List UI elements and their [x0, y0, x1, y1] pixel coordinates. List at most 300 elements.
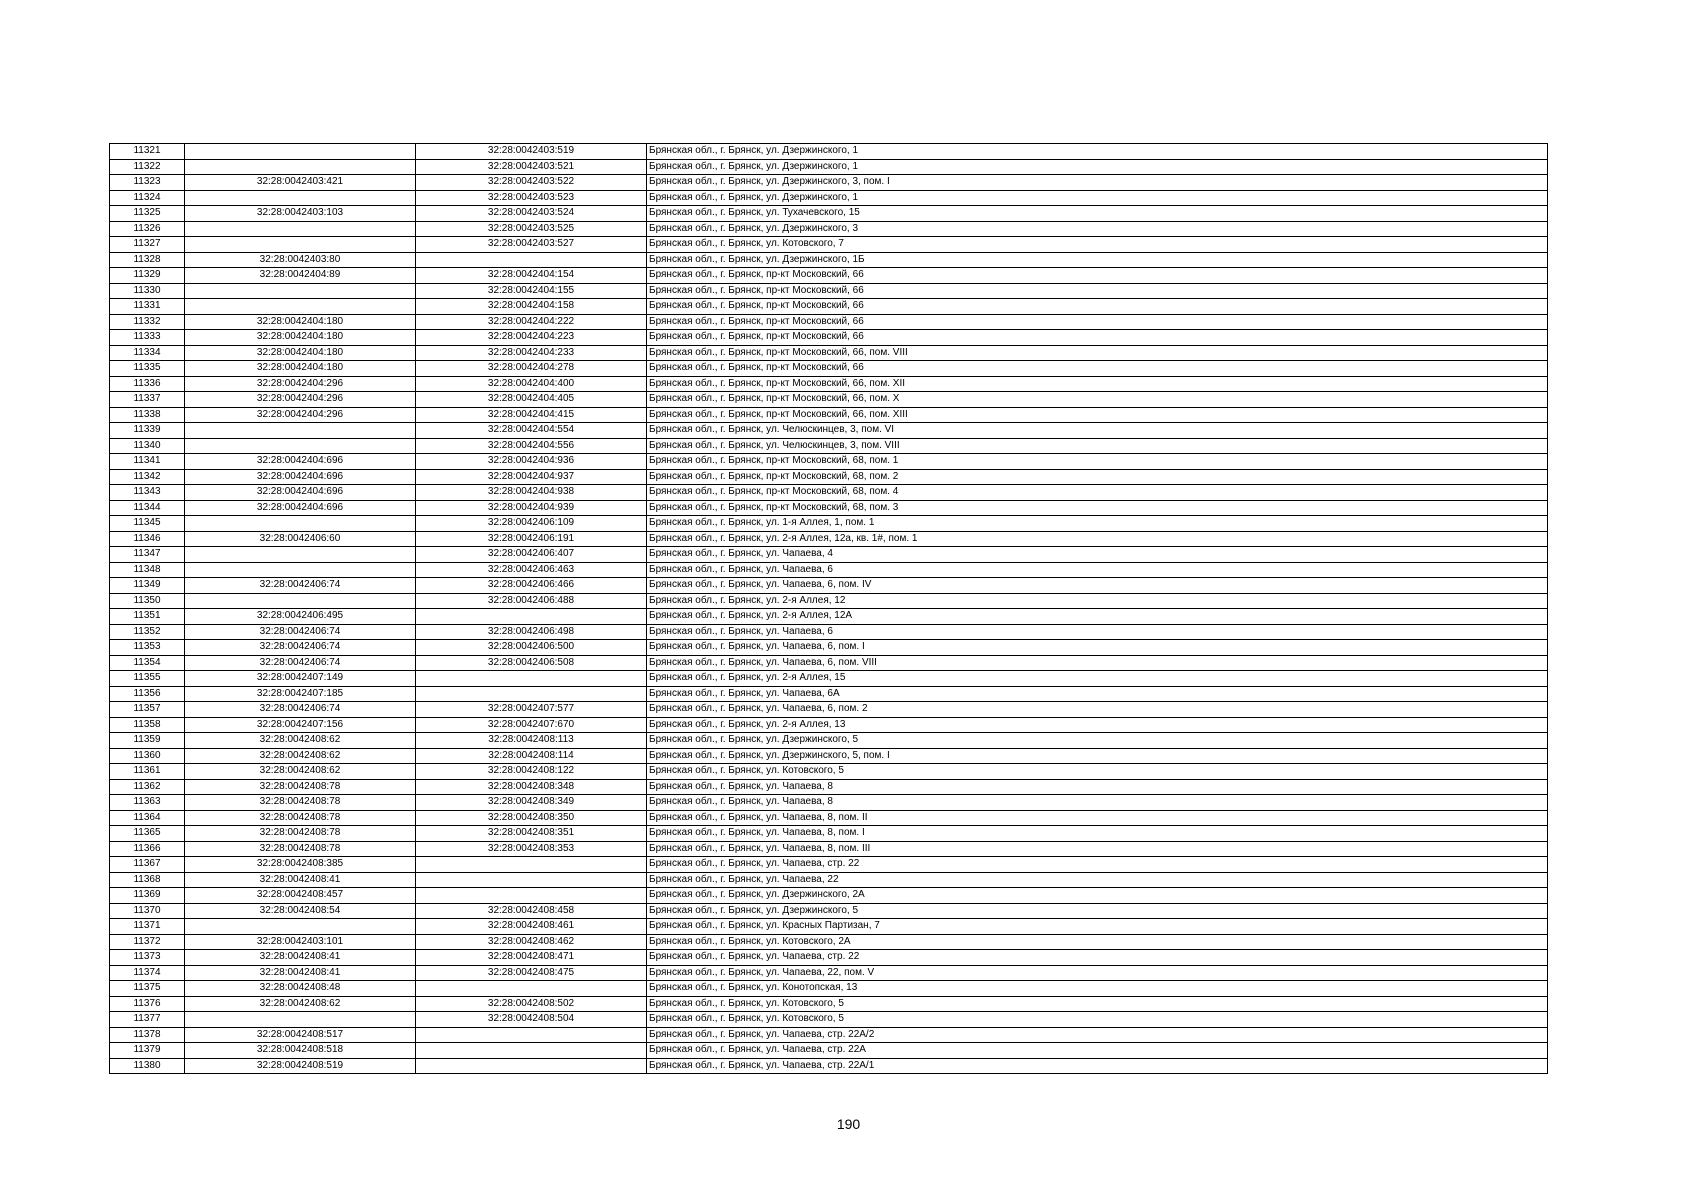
- row-number-cell: 11323: [110, 175, 185, 191]
- table-row: [110, 516, 1548, 532]
- previous-cadastral-number-cell: 32:28:0042408:48: [185, 981, 416, 997]
- cadastral-number-cell: 32:28:0042404:278: [416, 361, 647, 377]
- row-number-cell: 11329: [110, 268, 185, 284]
- table-row: [110, 221, 1548, 237]
- row-number-cell: 11361: [110, 764, 185, 780]
- table-row: [110, 810, 1548, 826]
- address-cell: Брянская обл., г. Брянск, ул. Красных Партизан, 7: [647, 919, 1548, 935]
- previous-cadastral-number-cell: 32:28:0042404:296: [185, 407, 416, 423]
- address-cell: Брянская обл., г. Брянск, пр-кт Московский, 66: [647, 299, 1548, 315]
- address-cell: Брянская обл., г. Брянск, ул. Котовского, 2А: [647, 934, 1548, 950]
- address-cell: Брянская обл., г. Брянск, пр-кт Московский, 66, пом. XII: [647, 376, 1548, 392]
- cadastral-table-body: [110, 144, 1548, 1074]
- cadastral-number-cell: 32:28:0042408:114: [416, 748, 647, 764]
- previous-cadastral-number-cell: 32:28:0042408:62: [185, 764, 416, 780]
- row-number-cell: 11330: [110, 283, 185, 299]
- row-number-cell: 11321: [110, 144, 185, 160]
- cadastral-number-cell: [416, 1058, 647, 1074]
- cadastral-number-cell: 32:28:0042404:554: [416, 423, 647, 439]
- cadastral-number-cell: 32:28:0042408:353: [416, 841, 647, 857]
- previous-cadastral-number-cell: 32:28:0042408:41: [185, 872, 416, 888]
- previous-cadastral-number-cell: 32:28:0042408:41: [185, 950, 416, 966]
- cadastral-number-cell: 32:28:0042404:158: [416, 299, 647, 315]
- table-row: [110, 1027, 1548, 1043]
- previous-cadastral-number-cell: 32:28:0042406:74: [185, 624, 416, 640]
- cadastral-number-cell: 32:28:0042403:524: [416, 206, 647, 222]
- address-cell: Брянская обл., г. Брянск, ул. 2-я Аллея, 12а, кв. 1#, пом. 1: [647, 531, 1548, 547]
- cadastral-number-cell: 32:28:0042404:936: [416, 454, 647, 470]
- previous-cadastral-number-cell: 32:28:0042406:74: [185, 640, 416, 656]
- row-number-cell: 11338: [110, 407, 185, 423]
- cadastral-number-cell: 32:28:0042404:937: [416, 469, 647, 485]
- row-number-cell: 11379: [110, 1043, 185, 1059]
- table-row: [110, 996, 1548, 1012]
- address-cell: Брянская обл., г. Брянск, пр-кт Московский, 66, пом. VIII: [647, 345, 1548, 361]
- table-row: [110, 1043, 1548, 1059]
- cadastral-number-cell: [416, 671, 647, 687]
- cadastral-number-cell: 32:28:0042406:488: [416, 593, 647, 609]
- address-cell: Брянская обл., г. Брянск, ул. Котовского, 5: [647, 996, 1548, 1012]
- row-number-cell: 11368: [110, 872, 185, 888]
- cadastral-number-cell: 32:28:0042403:521: [416, 159, 647, 175]
- previous-cadastral-number-cell: [185, 593, 416, 609]
- address-cell: Брянская обл., г. Брянск, ул. 2-я Аллея, 15: [647, 671, 1548, 687]
- address-cell: Брянская обл., г. Брянск, ул. Дзержинского, 3, пом. I: [647, 175, 1548, 191]
- previous-cadastral-number-cell: [185, 438, 416, 454]
- row-number-cell: 11355: [110, 671, 185, 687]
- row-number-cell: 11362: [110, 779, 185, 795]
- cadastral-number-cell: [416, 981, 647, 997]
- previous-cadastral-number-cell: 32:28:0042408:54: [185, 903, 416, 919]
- row-number-cell: 11376: [110, 996, 185, 1012]
- previous-cadastral-number-cell: 32:28:0042408:457: [185, 888, 416, 904]
- address-cell: Брянская обл., г. Брянск, ул. Дзержинского, 3: [647, 221, 1548, 237]
- cadastral-number-cell: [416, 1027, 647, 1043]
- table-row: [110, 392, 1548, 408]
- cadastral-number-cell: 32:28:0042406:508: [416, 655, 647, 671]
- table-row: [110, 702, 1548, 718]
- row-number-cell: 11348: [110, 562, 185, 578]
- table-row: [110, 252, 1548, 268]
- address-cell: Брянская обл., г. Брянск, ул. Чапаева, 6: [647, 562, 1548, 578]
- address-cell: Брянская обл., г. Брянск, ул. Чапаева, стр. 22А/2: [647, 1027, 1548, 1043]
- cadastral-number-cell: 32:28:0042406:500: [416, 640, 647, 656]
- previous-cadastral-number-cell: 32:28:0042406:495: [185, 609, 416, 625]
- cadastral-number-cell: 32:28:0042408:471: [416, 950, 647, 966]
- row-number-cell: 11332: [110, 314, 185, 330]
- previous-cadastral-number-cell: 32:28:0042404:696: [185, 500, 416, 516]
- address-cell: Брянская обл., г. Брянск, ул. Чапаева, 8, пом. III: [647, 841, 1548, 857]
- row-number-cell: 11359: [110, 733, 185, 749]
- previous-cadastral-number-cell: 32:28:0042408:78: [185, 841, 416, 857]
- table-row: [110, 500, 1548, 516]
- previous-cadastral-number-cell: 32:28:0042407:156: [185, 717, 416, 733]
- previous-cadastral-number-cell: [185, 159, 416, 175]
- address-cell: Брянская обл., г. Брянск, ул. Дзержинского, 2А: [647, 888, 1548, 904]
- row-number-cell: 11331: [110, 299, 185, 315]
- cadastral-number-cell: 32:28:0042406:463: [416, 562, 647, 578]
- address-cell: Брянская обл., г. Брянск, ул. Чапаева, стр. 22А/1: [647, 1058, 1548, 1074]
- address-cell: Брянская обл., г. Брянск, пр-кт Московский, 68, пом. 4: [647, 485, 1548, 501]
- cadastral-number-cell: [416, 686, 647, 702]
- row-number-cell: 11347: [110, 547, 185, 563]
- address-cell: Брянская обл., г. Брянск, ул. Тухачевского, 15: [647, 206, 1548, 222]
- table-row: [110, 733, 1548, 749]
- cadastral-number-cell: 32:28:0042408:348: [416, 779, 647, 795]
- previous-cadastral-number-cell: 32:28:0042408:78: [185, 810, 416, 826]
- table-row: [110, 562, 1548, 578]
- address-cell: Брянская обл., г. Брянск, ул. Конотопская, 13: [647, 981, 1548, 997]
- table-row: [110, 872, 1548, 888]
- address-cell: Брянская обл., г. Брянск, ул. Чапаева, 8: [647, 795, 1548, 811]
- table-row: [110, 671, 1548, 687]
- cadastral-number-cell: 32:28:0042407:670: [416, 717, 647, 733]
- row-number-cell: 11374: [110, 965, 185, 981]
- row-number-cell: 11366: [110, 841, 185, 857]
- table-row: [110, 609, 1548, 625]
- row-number-cell: 11324: [110, 190, 185, 206]
- cadastral-number-cell: 32:28:0042404:233: [416, 345, 647, 361]
- cadastral-number-cell: 32:28:0042408:350: [416, 810, 647, 826]
- address-cell: Брянская обл., г. Брянск, ул. Чапаева, стр. 22: [647, 950, 1548, 966]
- cadastral-number-cell: 32:28:0042404:556: [416, 438, 647, 454]
- row-number-cell: 11370: [110, 903, 185, 919]
- table-row: [110, 748, 1548, 764]
- table-row: [110, 826, 1548, 842]
- previous-cadastral-number-cell: [185, 144, 416, 160]
- previous-cadastral-number-cell: [185, 516, 416, 532]
- previous-cadastral-number-cell: 32:28:0042406:74: [185, 578, 416, 594]
- page-number: 190: [836, 1116, 861, 1132]
- cadastral-number-cell: 32:28:0042404:222: [416, 314, 647, 330]
- cadastral-number-cell: 32:28:0042408:462: [416, 934, 647, 950]
- address-cell: Брянская обл., г. Брянск, пр-кт Московский, 66: [647, 330, 1548, 346]
- table-row: [110, 934, 1548, 950]
- row-number-cell: 11371: [110, 919, 185, 935]
- table-row: [110, 965, 1548, 981]
- address-cell: Брянская обл., г. Брянск, ул. Дзержинского, 1Б: [647, 252, 1548, 268]
- cadastral-number-cell: 32:28:0042404:400: [416, 376, 647, 392]
- table-row: [110, 175, 1548, 191]
- cadastral-number-cell: 32:28:0042408:504: [416, 1012, 647, 1028]
- row-number-cell: 11367: [110, 857, 185, 873]
- row-number-cell: 11351: [110, 609, 185, 625]
- row-number-cell: 11346: [110, 531, 185, 547]
- table-row: [110, 283, 1548, 299]
- previous-cadastral-number-cell: [185, 423, 416, 439]
- address-cell: Брянская обл., г. Брянск, ул. Чапаева, 6, пом. IV: [647, 578, 1548, 594]
- table-row: [110, 624, 1548, 640]
- address-cell: Брянская обл., г. Брянск, пр-кт Московский, 68, пом. 2: [647, 469, 1548, 485]
- address-cell: Брянская обл., г. Брянск, ул. Чапаева, 8, пом. I: [647, 826, 1548, 842]
- address-cell: Брянская обл., г. Брянск, ул. Челюскинцев, 3, пом. VIII: [647, 438, 1548, 454]
- previous-cadastral-number-cell: 32:28:0042408:518: [185, 1043, 416, 1059]
- row-number-cell: 11336: [110, 376, 185, 392]
- table-row: [110, 857, 1548, 873]
- table-row: [110, 531, 1548, 547]
- cadastral-table: [109, 143, 1548, 1074]
- previous-cadastral-number-cell: [185, 919, 416, 935]
- cadastral-number-cell: [416, 609, 647, 625]
- table-row: [110, 268, 1548, 284]
- address-cell: Брянская обл., г. Брянск, ул. Дзержинского, 1: [647, 144, 1548, 160]
- cadastral-number-cell: 32:28:0042408:351: [416, 826, 647, 842]
- table-row: [110, 345, 1548, 361]
- cadastral-number-cell: 32:28:0042404:154: [416, 268, 647, 284]
- cadastral-number-cell: 32:28:0042408:122: [416, 764, 647, 780]
- table-row: [110, 578, 1548, 594]
- cadastral-number-cell: 32:28:0042408:349: [416, 795, 647, 811]
- previous-cadastral-number-cell: [185, 237, 416, 253]
- previous-cadastral-number-cell: 32:28:0042408:62: [185, 748, 416, 764]
- row-number-cell: 11380: [110, 1058, 185, 1074]
- address-cell: Брянская обл., г. Брянск, ул. Дзержинского, 5: [647, 733, 1548, 749]
- cadastral-number-cell: 32:28:0042406:109: [416, 516, 647, 532]
- table-row: [110, 640, 1548, 656]
- previous-cadastral-number-cell: 32:28:0042404:180: [185, 345, 416, 361]
- previous-cadastral-number-cell: 32:28:0042406:74: [185, 702, 416, 718]
- address-cell: Брянская обл., г. Брянск, ул. Дзержинского, 1: [647, 159, 1548, 175]
- row-number-cell: 11375: [110, 981, 185, 997]
- row-number-cell: 11369: [110, 888, 185, 904]
- address-cell: Брянская обл., г. Брянск, пр-кт Московский, 66: [647, 314, 1548, 330]
- cadastral-number-cell: 32:28:0042403:523: [416, 190, 647, 206]
- row-number-cell: 11341: [110, 454, 185, 470]
- table-row: [110, 376, 1548, 392]
- cadastral-number-cell: 32:28:0042404:405: [416, 392, 647, 408]
- previous-cadastral-number-cell: [185, 562, 416, 578]
- previous-cadastral-number-cell: 32:28:0042408:78: [185, 779, 416, 795]
- table-row: [110, 919, 1548, 935]
- cadastral-number-cell: [416, 1043, 647, 1059]
- cadastral-number-cell: 32:28:0042404:415: [416, 407, 647, 423]
- previous-cadastral-number-cell: 32:28:0042404:180: [185, 361, 416, 377]
- address-cell: Брянская обл., г. Брянск, ул. Чапаева, 22, пом. V: [647, 965, 1548, 981]
- previous-cadastral-number-cell: [185, 299, 416, 315]
- cadastral-number-cell: 32:28:0042403:525: [416, 221, 647, 237]
- table-row: [110, 144, 1548, 160]
- row-number-cell: 11378: [110, 1027, 185, 1043]
- cadastral-number-cell: 32:28:0042404:938: [416, 485, 647, 501]
- cadastral-number-cell: [416, 872, 647, 888]
- cadastral-number-cell: [416, 888, 647, 904]
- previous-cadastral-number-cell: 32:28:0042407:149: [185, 671, 416, 687]
- cadastral-number-cell: 32:28:0042404:155: [416, 283, 647, 299]
- address-cell: Брянская обл., г. Брянск, ул. Чапаева, 6, пом. I: [647, 640, 1548, 656]
- row-number-cell: 11325: [110, 206, 185, 222]
- cadastral-number-cell: 32:28:0042406:191: [416, 531, 647, 547]
- previous-cadastral-number-cell: 32:28:0042404:696: [185, 454, 416, 470]
- address-cell: Брянская обл., г. Брянск, ул. Чапаева, 6А: [647, 686, 1548, 702]
- previous-cadastral-number-cell: 32:28:0042404:89: [185, 268, 416, 284]
- address-cell: Брянская обл., г. Брянск, ул. 2-я Аллея, 12: [647, 593, 1548, 609]
- table-row: [110, 1058, 1548, 1074]
- row-number-cell: 11363: [110, 795, 185, 811]
- row-number-cell: 11353: [110, 640, 185, 656]
- table-row: [110, 485, 1548, 501]
- previous-cadastral-number-cell: 32:28:0042404:696: [185, 469, 416, 485]
- table-row: [110, 206, 1548, 222]
- table-row: [110, 950, 1548, 966]
- address-cell: Брянская обл., г. Брянск, ул. 2-я Аллея, 12А: [647, 609, 1548, 625]
- cadastral-number-cell: 32:28:0042408:113: [416, 733, 647, 749]
- table-row: [110, 469, 1548, 485]
- table-row: [110, 190, 1548, 206]
- row-number-cell: 11357: [110, 702, 185, 718]
- address-cell: Брянская обл., г. Брянск, ул. Котовского, 7: [647, 237, 1548, 253]
- table-row: [110, 686, 1548, 702]
- row-number-cell: 11372: [110, 934, 185, 950]
- table-row: [110, 407, 1548, 423]
- row-number-cell: 11345: [110, 516, 185, 532]
- address-cell: Брянская обл., г. Брянск, ул. Челюскинцев, 3, пом. VI: [647, 423, 1548, 439]
- address-cell: Брянская обл., г. Брянск, пр-кт Московский, 68, пом. 3: [647, 500, 1548, 516]
- cadastral-number-cell: [416, 252, 647, 268]
- row-number-cell: 11343: [110, 485, 185, 501]
- row-number-cell: 11364: [110, 810, 185, 826]
- previous-cadastral-number-cell: 32:28:0042408:519: [185, 1058, 416, 1074]
- address-cell: Брянская обл., г. Брянск, пр-кт Московский, 66, пом. X: [647, 392, 1548, 408]
- row-number-cell: 11356: [110, 686, 185, 702]
- table-row: [110, 981, 1548, 997]
- previous-cadastral-number-cell: [185, 547, 416, 563]
- row-number-cell: 11358: [110, 717, 185, 733]
- address-cell: Брянская обл., г. Брянск, пр-кт Московский, 66: [647, 268, 1548, 284]
- cadastral-number-cell: 32:28:0042403:519: [416, 144, 647, 160]
- previous-cadastral-number-cell: [185, 190, 416, 206]
- address-cell: Брянская обл., г. Брянск, ул. Чапаева, стр. 22А: [647, 1043, 1548, 1059]
- cadastral-number-cell: 32:28:0042406:407: [416, 547, 647, 563]
- cadastral-number-cell: 32:28:0042408:461: [416, 919, 647, 935]
- table-row: [110, 1012, 1548, 1028]
- previous-cadastral-number-cell: 32:28:0042404:696: [185, 485, 416, 501]
- table-row: [110, 423, 1548, 439]
- cadastral-number-cell: 32:28:0042406:498: [416, 624, 647, 640]
- table-row: [110, 593, 1548, 609]
- address-cell: Брянская обл., г. Брянск, ул. Дзержинского, 1: [647, 190, 1548, 206]
- previous-cadastral-number-cell: 32:28:0042408:62: [185, 733, 416, 749]
- cadastral-number-cell: 32:28:0042404:223: [416, 330, 647, 346]
- table-row: [110, 888, 1548, 904]
- table-row: [110, 361, 1548, 377]
- row-number-cell: 11326: [110, 221, 185, 237]
- previous-cadastral-number-cell: 32:28:0042403:421: [185, 175, 416, 191]
- row-number-cell: 11354: [110, 655, 185, 671]
- previous-cadastral-number-cell: 32:28:0042403:103: [185, 206, 416, 222]
- address-cell: Брянская обл., г. Брянск, пр-кт Московский, 66, пом. XIII: [647, 407, 1548, 423]
- table-row: [110, 655, 1548, 671]
- row-number-cell: 11365: [110, 826, 185, 842]
- row-number-cell: 11322: [110, 159, 185, 175]
- address-cell: Брянская обл., г. Брянск, ул. Чапаева, 8, пом. II: [647, 810, 1548, 826]
- previous-cadastral-number-cell: 32:28:0042403:80: [185, 252, 416, 268]
- previous-cadastral-number-cell: 32:28:0042408:62: [185, 996, 416, 1012]
- address-cell: Брянская обл., г. Брянск, ул. Котовского, 5: [647, 1012, 1548, 1028]
- address-cell: Брянская обл., г. Брянск, ул. Чапаева, 6, пом. VIII: [647, 655, 1548, 671]
- address-cell: Брянская обл., г. Брянск, ул. Котовского, 5: [647, 764, 1548, 780]
- previous-cadastral-number-cell: 32:28:0042406:74: [185, 655, 416, 671]
- table-row: [110, 438, 1548, 454]
- previous-cadastral-number-cell: [185, 221, 416, 237]
- cadastral-number-cell: 32:28:0042407:577: [416, 702, 647, 718]
- table-row: [110, 717, 1548, 733]
- address-cell: Брянская обл., г. Брянск, пр-кт Московский, 68, пом. 1: [647, 454, 1548, 470]
- row-number-cell: 11339: [110, 423, 185, 439]
- previous-cadastral-number-cell: 32:28:0042403:101: [185, 934, 416, 950]
- row-number-cell: 11377: [110, 1012, 185, 1028]
- row-number-cell: 11333: [110, 330, 185, 346]
- cadastral-number-cell: 32:28:0042408:475: [416, 965, 647, 981]
- previous-cadastral-number-cell: 32:28:0042406:60: [185, 531, 416, 547]
- address-cell: Брянская обл., г. Брянск, ул. 2-я Аллея, 13: [647, 717, 1548, 733]
- cadastral-number-cell: 32:28:0042403:522: [416, 175, 647, 191]
- row-number-cell: 11327: [110, 237, 185, 253]
- cadastral-number-cell: [416, 857, 647, 873]
- table-row: [110, 779, 1548, 795]
- previous-cadastral-number-cell: 32:28:0042407:185: [185, 686, 416, 702]
- row-number-cell: 11349: [110, 578, 185, 594]
- previous-cadastral-number-cell: [185, 283, 416, 299]
- address-cell: Брянская обл., г. Брянск, ул. Чапаева, стр. 22: [647, 857, 1548, 873]
- table-row: [110, 841, 1548, 857]
- table-row: [110, 314, 1548, 330]
- address-cell: Брянская обл., г. Брянск, ул. Чапаева, 6, пом. 2: [647, 702, 1548, 718]
- row-number-cell: 11342: [110, 469, 185, 485]
- cadastral-number-cell: 32:28:0042404:939: [416, 500, 647, 516]
- address-cell: Брянская обл., г. Брянск, пр-кт Московский, 66: [647, 283, 1548, 299]
- row-number-cell: 11350: [110, 593, 185, 609]
- row-number-cell: 11373: [110, 950, 185, 966]
- cadastral-number-cell: 32:28:0042408:502: [416, 996, 647, 1012]
- cadastral-number-cell: 32:28:0042403:527: [416, 237, 647, 253]
- row-number-cell: 11344: [110, 500, 185, 516]
- address-cell: Брянская обл., г. Брянск, ул. Чапаева, 6: [647, 624, 1548, 640]
- previous-cadastral-number-cell: 32:28:0042408:385: [185, 857, 416, 873]
- address-cell: Брянская обл., г. Брянск, ул. Чапаева, 4: [647, 547, 1548, 563]
- cadastral-number-cell: 32:28:0042408:458: [416, 903, 647, 919]
- previous-cadastral-number-cell: 32:28:0042408:78: [185, 826, 416, 842]
- previous-cadastral-number-cell: 32:28:0042404:180: [185, 330, 416, 346]
- table-row: [110, 299, 1548, 315]
- address-cell: Брянская обл., г. Брянск, ул. 1-я Аллея, 1, пом. 1: [647, 516, 1548, 532]
- table-row: [110, 903, 1548, 919]
- row-number-cell: 11360: [110, 748, 185, 764]
- row-number-cell: 11337: [110, 392, 185, 408]
- previous-cadastral-number-cell: 32:28:0042408:41: [185, 965, 416, 981]
- previous-cadastral-number-cell: 32:28:0042404:296: [185, 376, 416, 392]
- address-cell: Брянская обл., г. Брянск, ул. Чапаева, 8: [647, 779, 1548, 795]
- address-cell: Брянская обл., г. Брянск, пр-кт Московский, 66: [647, 361, 1548, 377]
- table-row: [110, 330, 1548, 346]
- table-row: [110, 795, 1548, 811]
- row-number-cell: 11335: [110, 361, 185, 377]
- previous-cadastral-number-cell: [185, 1012, 416, 1028]
- row-number-cell: 11328: [110, 252, 185, 268]
- address-cell: Брянская обл., г. Брянск, ул. Дзержинского, 5: [647, 903, 1548, 919]
- table-row: [110, 237, 1548, 253]
- previous-cadastral-number-cell: 32:28:0042404:180: [185, 314, 416, 330]
- address-cell: Брянская обл., г. Брянск, ул. Чапаева, 22: [647, 872, 1548, 888]
- table-row: [110, 159, 1548, 175]
- table-row: [110, 454, 1548, 470]
- table-row: [110, 547, 1548, 563]
- previous-cadastral-number-cell: 32:28:0042408:517: [185, 1027, 416, 1043]
- address-cell: Брянская обл., г. Брянск, ул. Дзержинского, 5, пом. I: [647, 748, 1548, 764]
- row-number-cell: 11340: [110, 438, 185, 454]
- row-number-cell: 11334: [110, 345, 185, 361]
- row-number-cell: 11352: [110, 624, 185, 640]
- table-row: [110, 764, 1548, 780]
